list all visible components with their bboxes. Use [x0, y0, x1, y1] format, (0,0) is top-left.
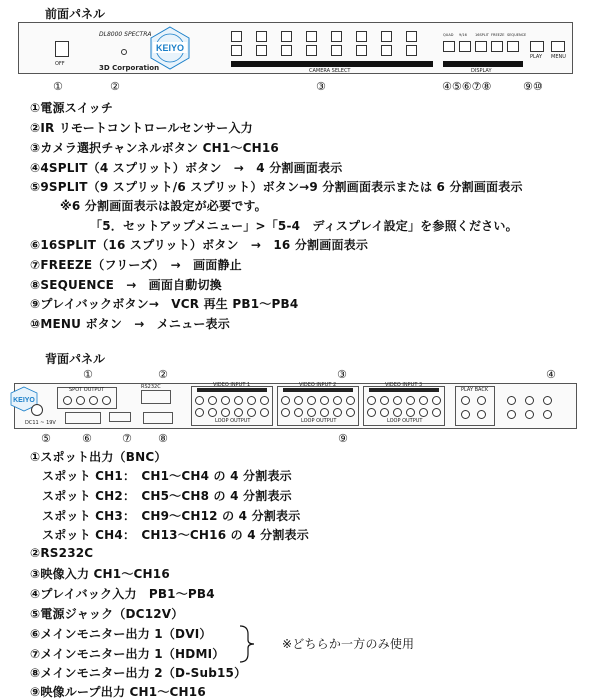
camera-button	[231, 45, 242, 56]
bnc-connector	[380, 396, 389, 405]
bnc-connector	[393, 408, 402, 417]
vga-port	[143, 412, 173, 424]
bnc-connector	[195, 408, 204, 417]
loop-output-label: LOOP OUTPUT	[215, 418, 251, 424]
play-label: PLAY	[530, 54, 543, 60]
playback-label: PLAY BACK	[461, 387, 489, 393]
bnc-connector	[307, 408, 316, 417]
display-button-label: SEQUENCE	[507, 33, 527, 37]
rear-callout-5: ⑤	[41, 432, 51, 445]
bnc-connector	[294, 396, 303, 405]
bnc-connector	[89, 396, 98, 405]
bnc-connector	[333, 408, 342, 417]
front-item-6: ⑥16SPLIT（16 スプリット）ボタン → 16 分割画面表示	[30, 238, 369, 252]
camera-button	[406, 45, 417, 56]
bnc-connector	[346, 408, 355, 417]
front-callout-3: ③	[316, 80, 326, 93]
bnc-connector	[525, 396, 534, 405]
rear-callout-7: ⑦	[122, 432, 132, 445]
bnc-connector	[543, 410, 552, 419]
rear-callout-2: ②	[158, 368, 168, 381]
svg-text:KEIYO: KEIYO	[13, 397, 35, 404]
front-panel-title: 前面パネル	[45, 7, 106, 21]
camera-button	[306, 45, 317, 56]
camera-select-bar	[231, 61, 433, 67]
rear-callout-9: ⑨	[338, 432, 348, 445]
rs232c-label: RS232C	[141, 384, 161, 390]
bnc-connector	[367, 396, 376, 405]
menu-button	[551, 41, 565, 52]
bnc-connector	[320, 396, 329, 405]
display-button-label: 16SPLIT	[475, 33, 489, 37]
front-callout-4-8: ④⑤⑥⑦⑧	[442, 80, 492, 93]
loop-output-label: LOOP OUTPUT	[301, 418, 337, 424]
rear-item-5: ⑤電源ジャック（DC12V）	[30, 607, 184, 621]
bnc-connector	[419, 396, 428, 405]
front-item-7: ⑦FREEZE（フリーズ） → 画面静止	[30, 258, 242, 272]
power-switch-label: OFF	[55, 61, 65, 67]
bnc-connector	[419, 408, 428, 417]
rear-item-8: ⑧メインモニター出力 2（D-Sub15）	[30, 666, 247, 680]
bnc-connector	[247, 396, 256, 405]
front-panel-diagram	[18, 22, 573, 74]
bnc-connector	[333, 396, 342, 405]
front-item-1: ①電源スイッチ	[30, 101, 114, 115]
front-item-4: ④4SPLIT（4 スプリット）ボタン → 4 分割画面表示	[30, 161, 343, 175]
rear-spot-ch4: スポット CH4： CH13〜CH16 の 4 分割表示	[42, 528, 309, 542]
camera-button	[381, 45, 392, 56]
bnc-connector	[432, 396, 441, 405]
camera-select-label: CAMERA SELECT	[309, 68, 351, 74]
rear-callout-8: ⑧	[158, 432, 168, 445]
video-input-header	[283, 388, 353, 392]
hdmi-port	[109, 412, 131, 422]
bnc-connector	[477, 396, 486, 405]
video-input-header	[197, 388, 267, 392]
front-item-9: ⑨プレイバックボタン→ VCR 再生 PB1〜PB4	[30, 297, 299, 311]
video-input-label: VIDEO INPUT 3	[385, 382, 423, 388]
bnc-connector	[234, 396, 243, 405]
rear-panel-title: 背面パネル	[45, 352, 106, 366]
display-label: DISPLAY	[471, 68, 492, 74]
rear-callout-6: ⑥	[82, 432, 92, 445]
bnc-connector	[432, 408, 441, 417]
rear-spot-ch1: スポット CH1： CH1〜CH4 の 4 分割表示	[42, 469, 292, 483]
front-callout-2: ②	[110, 80, 120, 93]
display-button-label: 9/16	[459, 33, 467, 37]
bnc-connector	[260, 408, 269, 417]
bnc-connector	[260, 396, 269, 405]
video-input-label: VIDEO INPUT 1	[213, 382, 251, 388]
svg-text:KEIYO: KEIYO	[155, 43, 185, 53]
bnc-connector	[380, 408, 389, 417]
rear-item-3: ③映像入力 CH1〜CH16	[30, 567, 170, 581]
display-button	[491, 41, 503, 52]
dvi-port	[65, 412, 101, 424]
bnc-connector	[281, 396, 290, 405]
bnc-connector	[221, 408, 230, 417]
camera-button	[281, 45, 292, 56]
front-note-6split: ※6 分割画面表示は設定が必要です。	[60, 199, 267, 213]
front-item-10: ⑩MENU ボタン → メニュー表示	[30, 317, 230, 331]
front-item-8: ⑧SEQUENCE → 画面自動切換	[30, 278, 222, 292]
bnc-connector	[346, 396, 355, 405]
display-button	[443, 41, 455, 52]
rear-item-6: ⑥メインモニター出力 1（DVI）	[30, 627, 212, 641]
bnc-connector	[461, 410, 470, 419]
bnc-connector	[393, 396, 402, 405]
brand-label: 3D Corporation	[99, 64, 160, 72]
camera-button	[406, 31, 417, 42]
bnc-connector	[63, 396, 72, 405]
camera-button	[306, 31, 317, 42]
camera-button	[281, 31, 292, 42]
rear-callout-1: ①	[83, 368, 93, 381]
rear-item-4: ④プレイバック入力 PB1〜PB4	[30, 587, 215, 601]
camera-button	[256, 45, 267, 56]
camera-button	[331, 45, 342, 56]
play-button	[530, 41, 544, 52]
bnc-connector	[247, 408, 256, 417]
bnc-connector	[208, 396, 217, 405]
spot-output-label: SPOT OUTPUT	[69, 387, 105, 393]
keiyo-logo	[148, 26, 192, 70]
camera-button	[381, 31, 392, 42]
power-switch	[55, 41, 69, 57]
display-button-label: FREEZE	[491, 33, 505, 37]
bnc-connector	[406, 408, 415, 417]
rs232c-port	[141, 390, 171, 404]
bnc-connector	[208, 408, 217, 417]
model-label: DL8000 SPECTRA	[99, 31, 152, 38]
rear-item-2: ②RS232C	[30, 546, 94, 560]
bnc-connector	[221, 396, 230, 405]
bnc-connector	[543, 396, 552, 405]
bnc-connector	[406, 396, 415, 405]
rear-item-1: ①スポット出力（BNC）	[30, 450, 167, 464]
output-bracket	[238, 624, 258, 664]
bnc-connector	[281, 408, 290, 417]
rear-callout-3: ③	[337, 368, 347, 381]
bnc-connector	[461, 396, 470, 405]
loop-output-label: LOOP OUTPUT	[387, 418, 423, 424]
display-button-label: QUAD	[443, 33, 454, 37]
bnc-connector	[234, 408, 243, 417]
video-input-header	[369, 388, 439, 392]
rear-item-9: ⑨映像ループ出力 CH1〜CH16	[30, 685, 206, 699]
rear-callout-4: ④	[546, 368, 556, 381]
bnc-connector	[195, 396, 204, 405]
bnc-connector	[102, 396, 111, 405]
ir-sensor	[121, 49, 127, 55]
power-jack	[31, 404, 43, 416]
front-item-5: ⑤9SPLIT（9 スプリット/6 スプリット）ボタン→9 分割画面表示または 6 分割画面表示	[30, 180, 523, 194]
bnc-connector	[367, 408, 376, 417]
camera-button	[231, 31, 242, 42]
bnc-connector	[76, 396, 85, 405]
bnc-connector	[525, 410, 534, 419]
display-button	[475, 41, 487, 52]
display-button	[507, 41, 519, 52]
power-jack-label: DC11 ~ 19V	[25, 420, 56, 426]
output-note: ※どちらか一方のみ使用	[282, 637, 415, 651]
rear-spot-ch2: スポット CH2： CH5〜CH8 の 4 分割表示	[42, 489, 292, 503]
menu-label: MENU	[551, 54, 566, 60]
display-bar	[443, 61, 523, 67]
bnc-connector	[507, 410, 516, 419]
front-item-2: ②IR リモートコントロールセンサー入力	[30, 121, 253, 135]
rear-panel-diagram	[14, 383, 577, 429]
camera-button	[356, 45, 367, 56]
video-input-label: VIDEO INPUT 2	[299, 382, 337, 388]
rear-spot-ch3: スポット CH3： CH9〜CH12 の 4 分割表示	[42, 509, 301, 523]
front-callout-1: ①	[53, 80, 63, 93]
camera-button	[256, 31, 267, 42]
bnc-connector	[320, 408, 329, 417]
bnc-connector	[294, 408, 303, 417]
bnc-connector	[477, 410, 486, 419]
front-callout-9-10: ⑨⑩	[523, 80, 543, 93]
bnc-connector	[507, 396, 516, 405]
camera-button	[356, 31, 367, 42]
bnc-connector	[307, 396, 316, 405]
front-note-reference: 「5．セットアップメニュー」>「5-4 ディスプレイ設定」を参照ください。	[90, 219, 518, 233]
camera-button	[331, 31, 342, 42]
front-item-3: ③カメラ選択チャンネルボタン CH1〜CH16	[30, 141, 279, 155]
display-button	[459, 41, 471, 52]
rear-item-7: ⑦メインモニター出力 1（HDMI）	[30, 647, 225, 661]
